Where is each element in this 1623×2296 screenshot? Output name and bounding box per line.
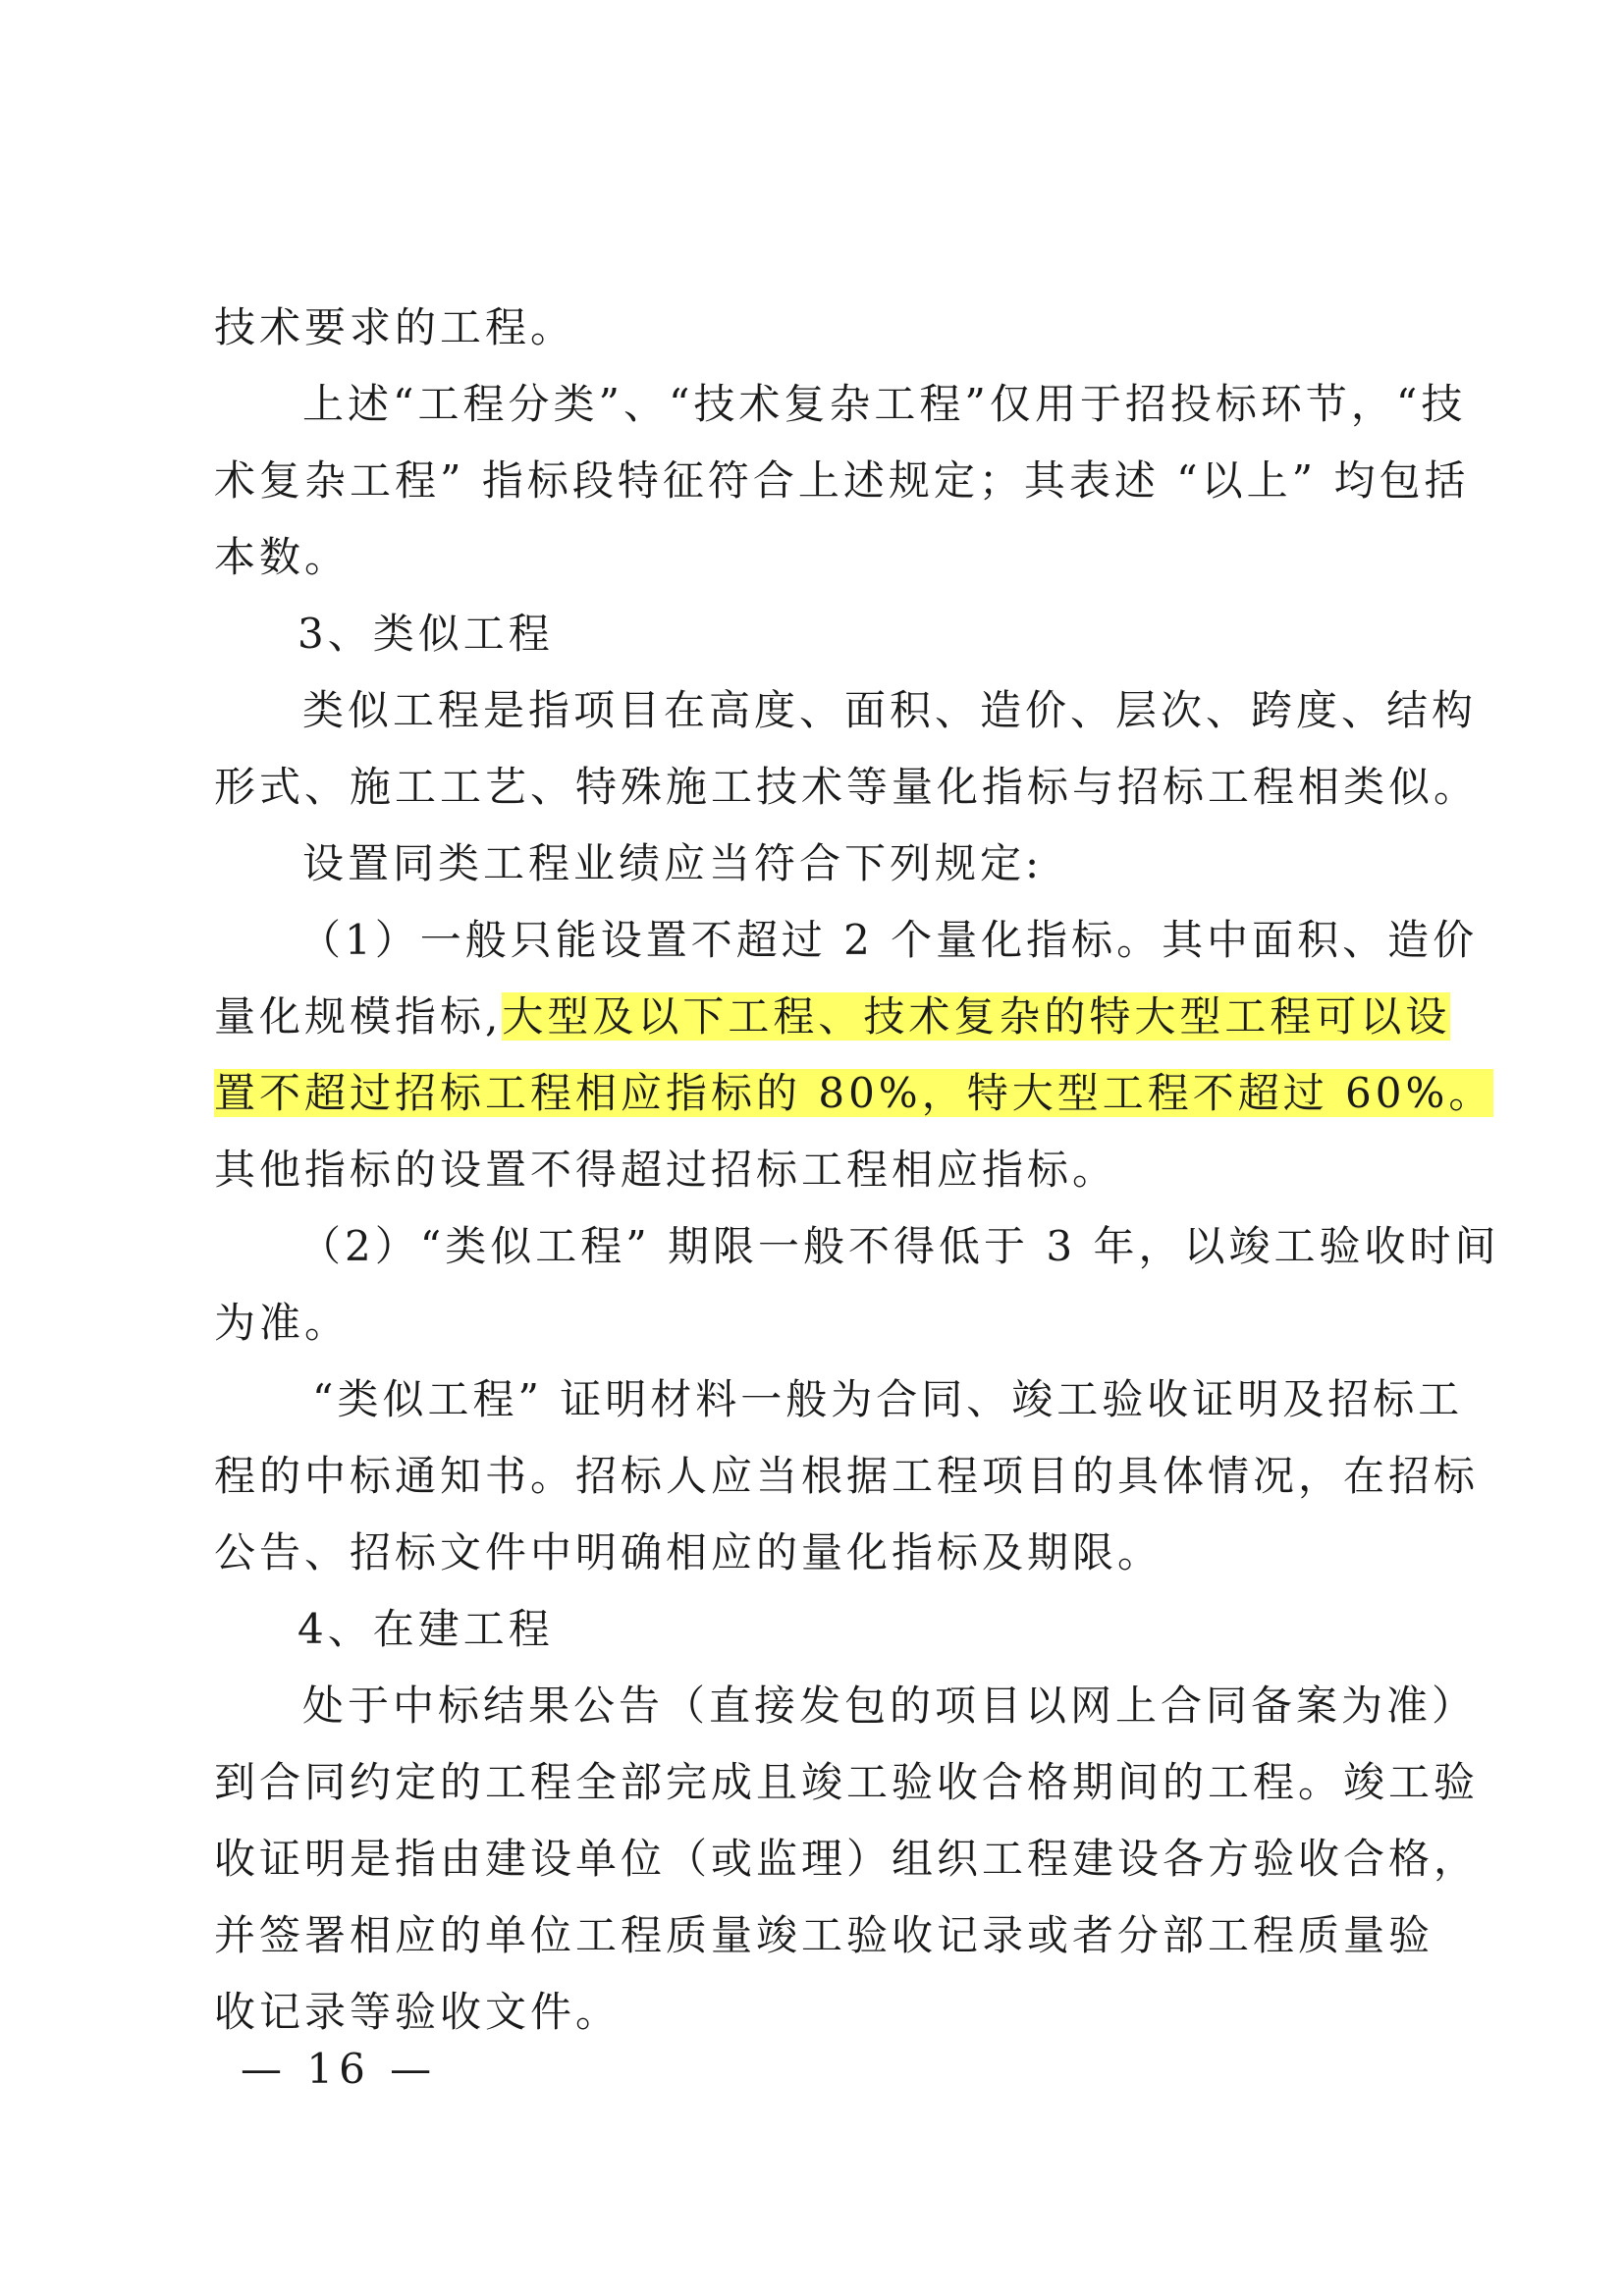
text-segment: 量化规模指标, bbox=[214, 992, 503, 1041]
text-segment: 收记录等验收文件。 bbox=[214, 1988, 622, 2036]
text-line bbox=[0, 1133, 1623, 1207]
text-line bbox=[0, 367, 1623, 442]
text-line bbox=[0, 1898, 1623, 1973]
text-line bbox=[0, 291, 1623, 365]
text-segment: （1）一般只能设置不超过 2 个量化指标。其中面积、造价 bbox=[299, 916, 1479, 964]
text-segment: 类似工程是指项目在高度、面积、造价、层次、跨度、结构 bbox=[302, 686, 1478, 734]
highlighted-text: 置不超过招标工程相应指标的 80%，特大型工程不超过 60%。 bbox=[214, 1069, 1494, 1117]
text-line bbox=[0, 980, 1623, 1054]
highlighted-text: 大型及以下工程、技术复杂的特大型工程可以设 bbox=[502, 992, 1451, 1041]
text-segment: 处于中标结果公告（直接发包的项目以网上合同备案为准） bbox=[302, 1682, 1478, 1730]
text-line bbox=[0, 750, 1623, 825]
text-line bbox=[0, 1056, 1623, 1131]
text-line bbox=[0, 903, 1623, 978]
text-segment: 程的中标通知书。招标人应当根据工程项目的具体情况，在招标 bbox=[214, 1452, 1480, 1500]
text-line bbox=[0, 1209, 1623, 1284]
text-line bbox=[0, 1669, 1623, 1743]
text-line bbox=[0, 1822, 1623, 1896]
text-line bbox=[0, 1975, 1623, 2050]
section-heading bbox=[0, 597, 1623, 671]
text-segment: 3、类似工程 bbox=[298, 610, 554, 658]
text-segment: 为准。 bbox=[214, 1299, 351, 1347]
text-segment: 收证明是指由建设单位（或监理）组织工程建设各方验收合格， bbox=[214, 1835, 1480, 1883]
text-line bbox=[0, 1362, 1623, 1437]
text-line bbox=[0, 520, 1623, 595]
text-line bbox=[0, 1745, 1623, 1820]
text-segment: 公告、招标文件中明确相应的量化指标及期限。 bbox=[214, 1528, 1163, 1576]
page-number: — 16 — bbox=[241, 2045, 438, 2093]
text-segment: “类似工程” 证明材料一般为合同、竣工验收证明及招标工 bbox=[312, 1375, 1464, 1423]
text-segment: 上述“工程分类”、“技术复杂工程”仅用于招投标环节，“技 bbox=[302, 380, 1467, 428]
text-line bbox=[0, 444, 1623, 518]
text-segment: 设置同类工程业绩应当符合下列规定: bbox=[302, 839, 1044, 887]
text-segment: 技术要求的工程。 bbox=[214, 303, 576, 351]
text-segment: 到合同约定的工程全部完成且竣工验收合格期间的工程。竣工验 bbox=[214, 1758, 1480, 1806]
text-segment: 术复杂工程” 指标段特征符合上述规定；其表述 “以上” 均包括 bbox=[214, 456, 1470, 505]
text-line bbox=[0, 1516, 1623, 1590]
text-segment: 4、在建工程 bbox=[298, 1605, 554, 1653]
text-line bbox=[0, 1286, 1623, 1361]
text-segment: 本数。 bbox=[214, 533, 351, 581]
text-segment: （2）“类似工程” 期限一般不得低于 3 年，以竣工验收时间 bbox=[299, 1222, 1500, 1270]
section-heading bbox=[0, 1592, 1623, 1667]
text-line bbox=[0, 673, 1623, 748]
text-line bbox=[0, 827, 1623, 901]
text-segment: 并签署相应的单位工程质量竣工验收记录或者分部工程质量验 bbox=[214, 1911, 1434, 1959]
text-segment: 形式、施工工艺、特殊施工技术等量化指标与招标工程相类似。 bbox=[214, 763, 1480, 811]
text-segment: 其他指标的设置不得超过招标工程相应指标。 bbox=[214, 1146, 1118, 1194]
text-line bbox=[0, 1439, 1623, 1514]
